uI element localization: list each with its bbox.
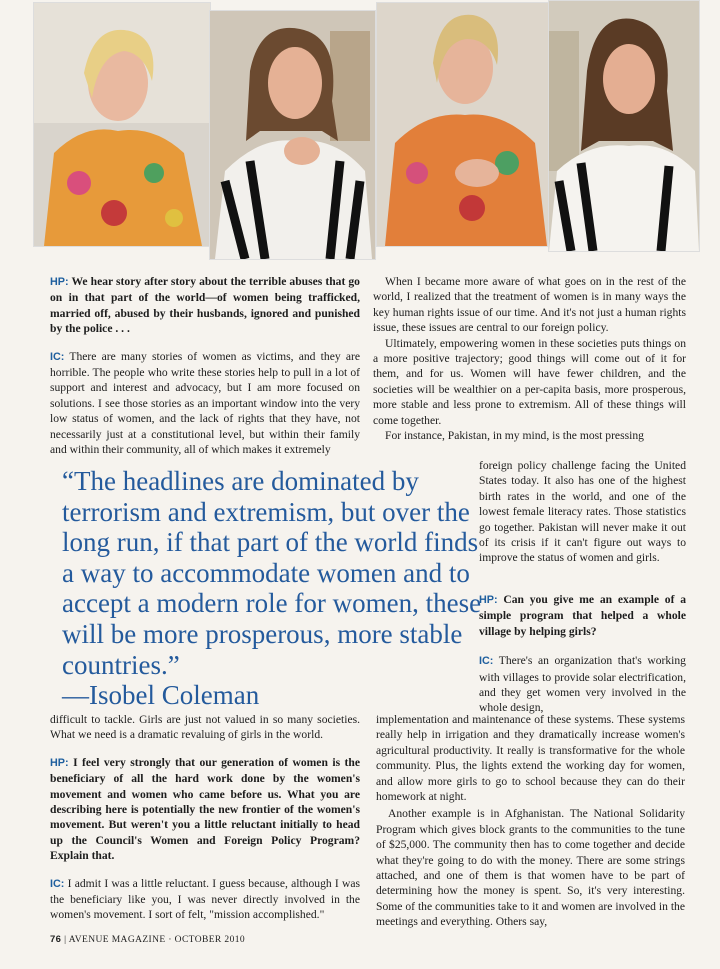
response-paragraph-3-start: For instance, Pakistan, in my mind, is the most pressing [385,429,644,443]
pull-quote-author: —Isobel Coleman [62,680,260,711]
pull-quote-text: “The headlines are dominated by terrorism and extremism, but over the long run, if that part of the world finds a way to accommodate women and to accept a modern role for women, these will be more prosperous, more stable countries.” [62,466,482,680]
question-3-text: I feel very strongly that our generation of women is the beneficiary of all the hard work done by the women's movement and women who came before us. What you are describing here is potentially the new frontier of the women's movement. But weren't you a little reluctant initially to head up the Council's Women and Foreign Policy Program? Explain that. [50,755,361,863]
hp-label: HP: [479,594,498,606]
hp-label: HP: [50,756,69,769]
question-3 [50,755,360,864]
interview-column-right-narrow-2 [479,592,686,722]
pull-quote [62,466,482,711]
answer-1-text: There are many stories of women as victims, and they are horrible. The people who write these stories help to pull in a lot of support and interest and advocacy, but I am more focused on solutions. I see those stories as an important window into the very low status of women, and the lack of rights that they have, not necessarily just at a constitutional level, but within their family and within their community, all of which makes it extremely [50,349,360,457]
answer-1 [50,349,360,458]
question-2 [479,592,686,639]
photo-isobel-coleman-4 [548,0,700,252]
photo-isobel-coleman-3 [376,2,554,247]
question-1-text: We hear story after story about the terrible abuses that go on in that part of the world—of women being trafficked, married off, abused by their husbands, ignored and punished by the police . . . [50,275,360,336]
photo-isobel-coleman-1 [33,2,211,247]
publication-line: | AVENUE MAGAZINE · OCTOBER 2010 [64,935,246,945]
interview-column-left-top [50,274,360,463]
answer-3-text: I admit I was a little reluctant. I guess because, although I was the beneficiary like you, I was never directly involved in the women's movement. I sort of felt, "mission accomplished." [50,876,360,922]
page-number: 76 [50,934,62,945]
ic-label: IC: [479,655,494,668]
photo-strip [28,0,698,250]
page-footer [50,934,245,945]
interview-column-left-bottom [50,712,360,929]
answer-1-cont: difficult to tackle. Girls are just not valued in so many societies. What we need is a dramatic revaluing of girls in the world. [50,713,360,742]
interview-column-right-narrow [479,458,686,572]
interview-column-right-bottom [376,712,685,936]
response-paragraph-1: When I became more aware of what goes on in the rest of the world, I realized that the treatment of women is in many ways the key human rights issue of our time. And it's not just a human rights issue, these issues are central to our foreign policy. [373,275,686,335]
interview-column-right-top [373,274,686,449]
answer-2-more: Another example is in Afghanistan. The National Solidarity Program which gives block grants to the communities to the tune of $25,000. The community then has to come together and decide what they're going to do with the money. There are some strings attached, and one of them is that women have to be part of determining how the money is spent. So, it's very interesting. Some of the communities take to it and women are involved in the meetings and everything. Others say, [376,807,685,929]
hp-label: HP: [50,276,69,288]
ic-label: IC: [50,877,65,890]
answer-2-cont: implementation and maintenance of these systems. These systems really help in irrigation and they dramatically increase women's agricultural productivity. It really is transformative for the whole community. Plus, the lights extend the working day for women, and allow more girls to go to school because they can do their homework at night. [376,713,685,804]
answer-3 [50,876,360,923]
answer-2-start [479,653,686,716]
question-2-text: Can you give me an example of a simple program that helped a whole village by helping girls? [479,593,687,638]
response-paragraph-3-cont: foreign policy challenge facing the United States today. It also has one of the highest birth rates in the world, and one of the lowest female literacy rates. Those statistics go together. Pakistan will never make it out of its crisis if it can't figure out ways to improve the status of women and girls. [479,459,686,565]
answer-2-start-text: There's an organization that's working with villages to provide solar electrification, and they get women very involved in the whole design, [479,654,686,715]
question-1 [50,274,360,337]
photo-isobel-coleman-2 [209,10,376,260]
ic-label: IC: [50,350,65,363]
response-paragraph-2: Ultimately, empowering women in these societies puts things on a more positive trajectory; good things will come out of it for them, and for us. Women will have fewer children, and the societies will be wealthier on a per-capita basis, more prosperous, more stable and less prone to extremism. All of these things will come together. [373,336,686,427]
